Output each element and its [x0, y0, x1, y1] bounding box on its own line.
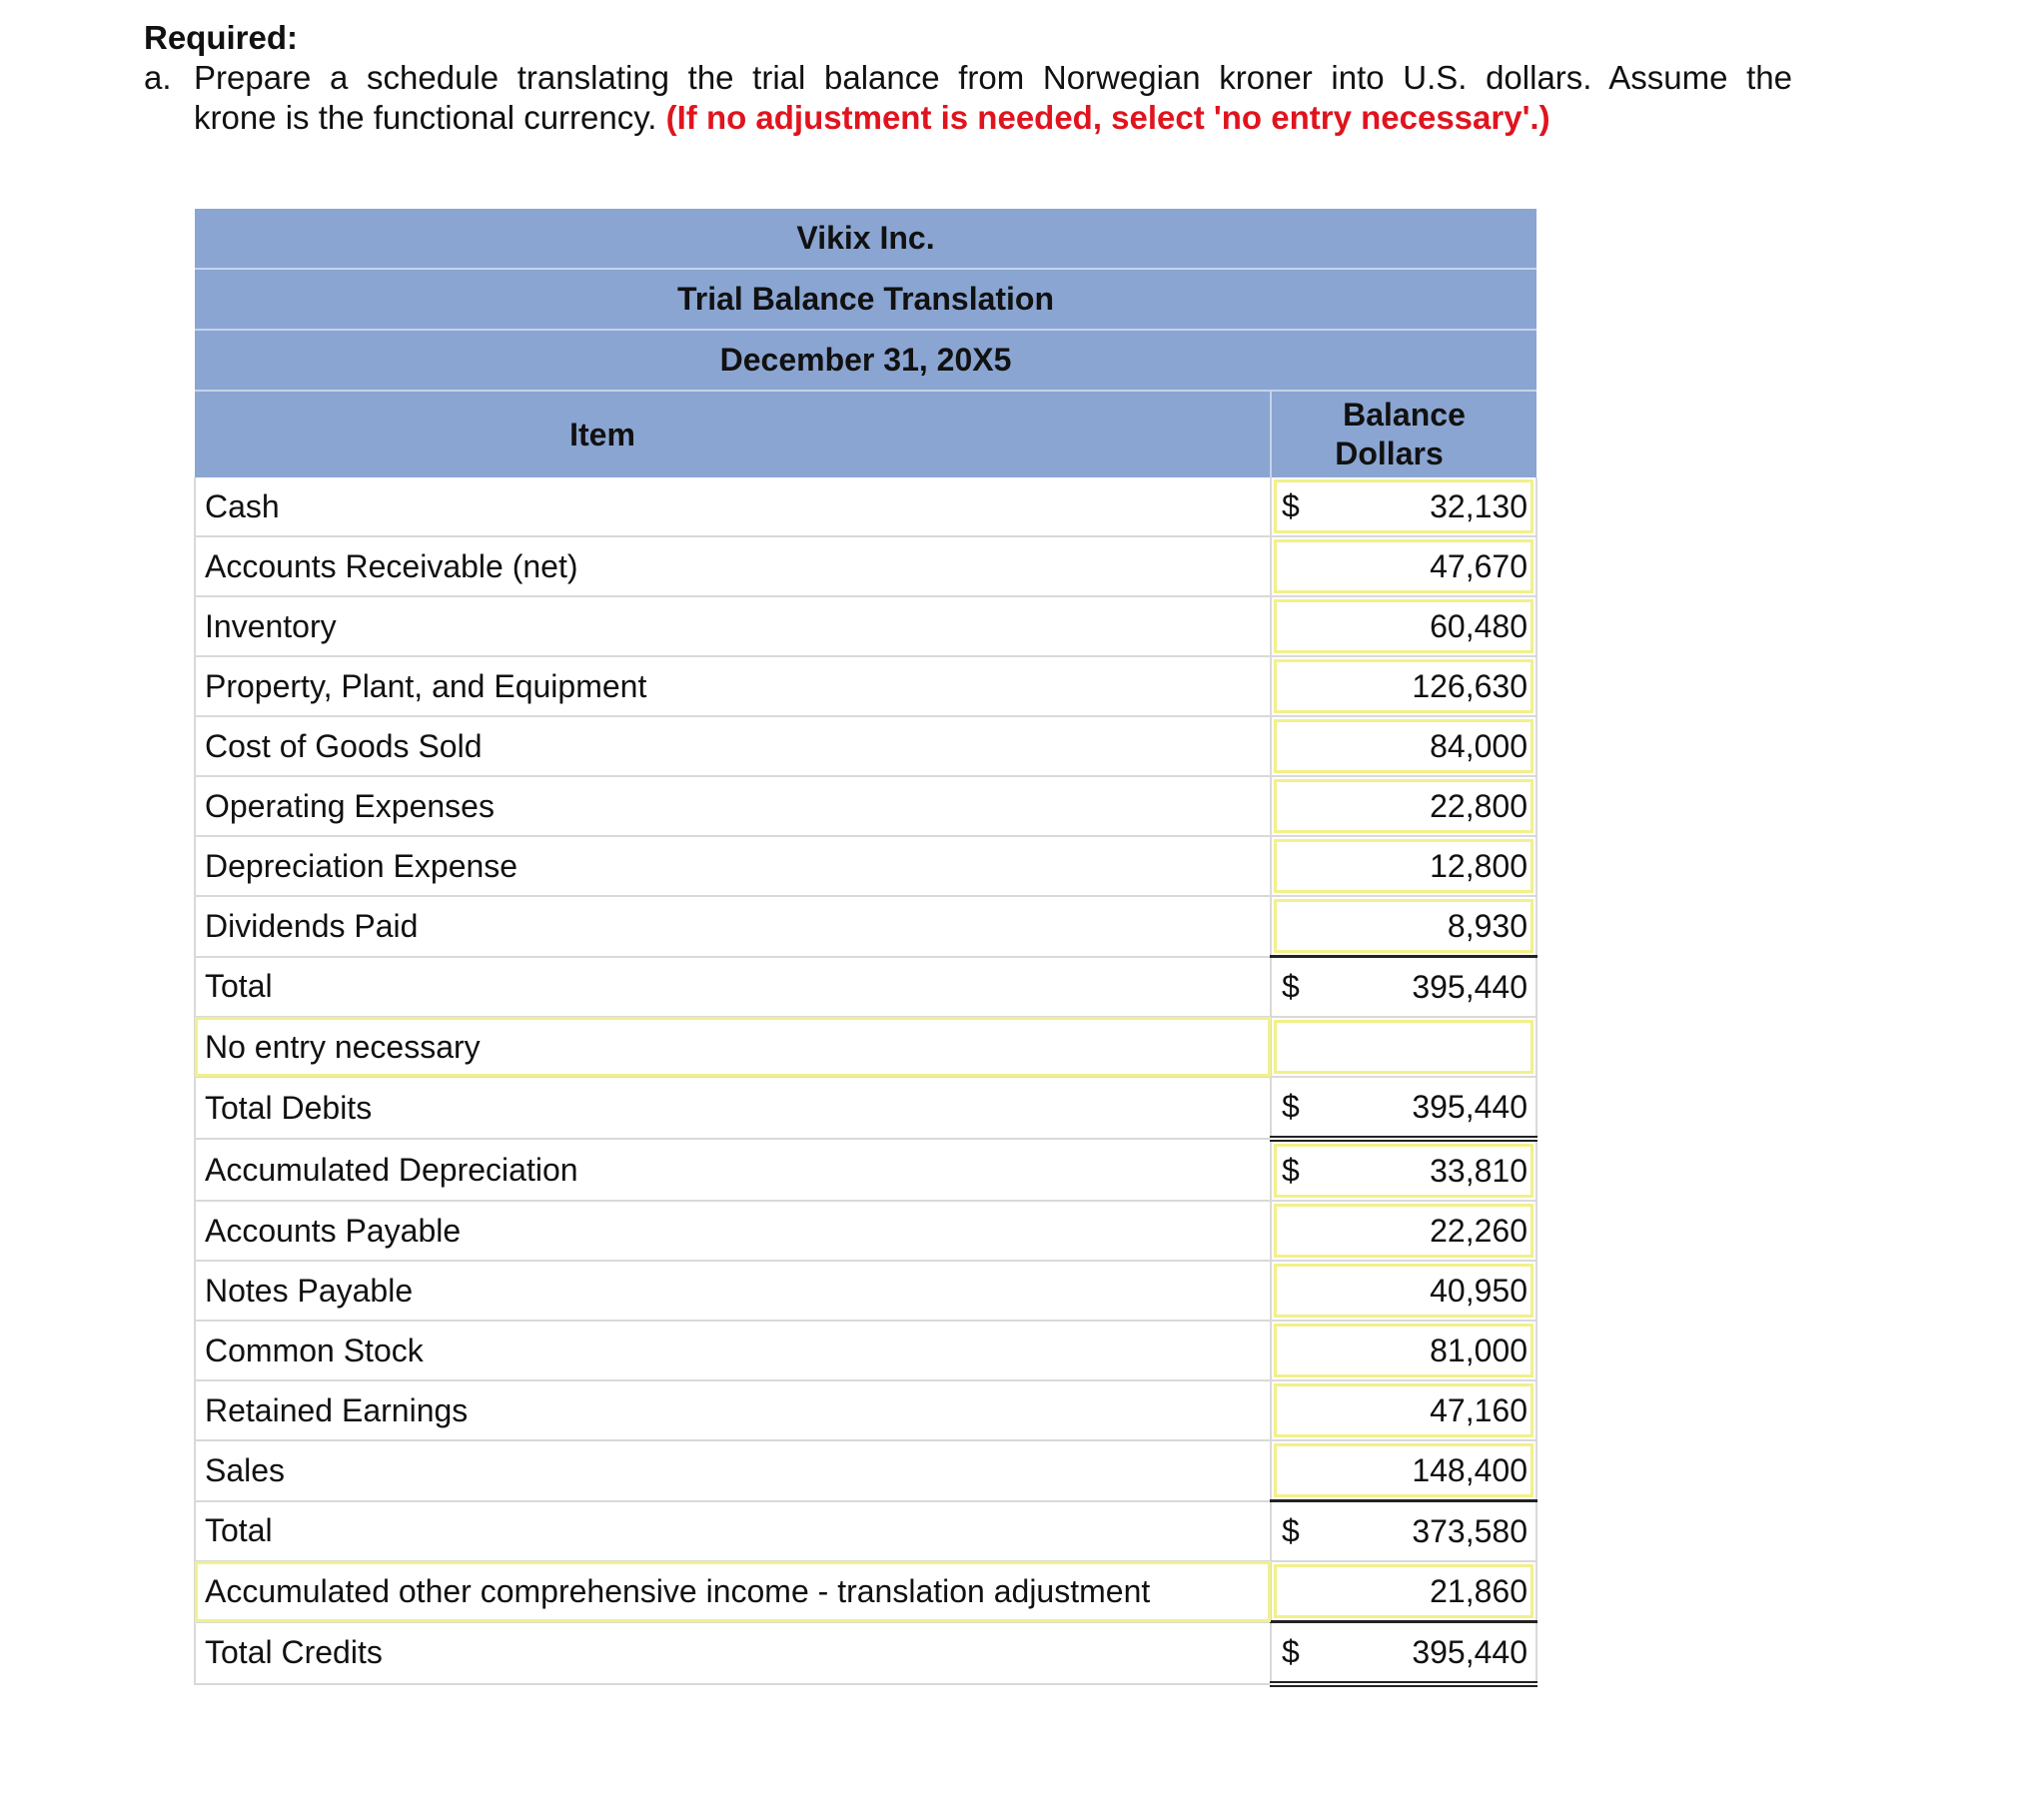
column-header-balance-line2: Dollars	[1335, 436, 1444, 471]
amount-value: 84,000	[1430, 727, 1528, 764]
amount-cell[interactable]	[1271, 1261, 1536, 1321]
amount-value: 81,000	[1430, 1332, 1528, 1368]
column-header-balance-line1: Balance	[1343, 397, 1466, 433]
amount-value: 22,260	[1430, 1212, 1528, 1249]
table-row	[195, 656, 1536, 716]
item-cell: Total	[195, 1501, 1271, 1562]
amount-value: 47,670	[1430, 547, 1528, 584]
trial-balance-table	[194, 209, 1537, 1687]
amount-value: 395,440	[1412, 1633, 1528, 1670]
amount-cell[interactable]	[1271, 836, 1536, 896]
item-cell: Operating Expenses	[195, 776, 1271, 836]
table-row	[195, 477, 1536, 536]
amount-cell[interactable]	[1271, 1380, 1536, 1440]
part-letter: a.	[144, 59, 172, 96]
table-row-total-credits	[195, 1622, 1536, 1685]
amount-cell[interactable]	[1271, 596, 1536, 656]
item-cell: Inventory	[195, 596, 1271, 656]
amount-cell	[1271, 957, 1536, 1018]
table-row	[195, 836, 1536, 896]
table-row	[195, 1380, 1536, 1440]
item-cell: Cost of Goods Sold	[195, 716, 1271, 776]
amount-cell[interactable]	[1271, 1017, 1536, 1077]
item-cell: Retained Earnings	[195, 1380, 1271, 1440]
table-row-total	[195, 1501, 1536, 1562]
item-cell: Notes Payable	[195, 1261, 1271, 1321]
amount-value: 126,630	[1412, 667, 1528, 704]
amount-cell[interactable]	[1271, 477, 1536, 536]
amount-cell[interactable]	[1271, 776, 1536, 836]
amount-value: 32,130	[1430, 487, 1528, 524]
amount-value: 21,860	[1430, 1572, 1528, 1609]
item-cell: Accounts Receivable (net)	[195, 536, 1271, 596]
amount-cell	[1271, 1501, 1536, 1562]
amount-cell[interactable]	[1271, 896, 1536, 957]
dollar-sign: $	[1282, 1088, 1300, 1125]
amount-cell[interactable]	[1271, 536, 1536, 596]
amount-cell[interactable]	[1271, 1561, 1536, 1622]
table-row	[195, 1139, 1536, 1201]
dollar-sign: $	[1282, 1152, 1300, 1189]
item-cell: Dividends Paid	[195, 896, 1271, 957]
amount-value: 8,930	[1447, 907, 1528, 944]
amount-cell[interactable]	[1271, 1440, 1536, 1501]
required-heading: Required:	[144, 19, 299, 56]
item-cell: Accumulated Depreciation	[195, 1139, 1271, 1201]
table-row	[195, 896, 1536, 957]
table-row	[195, 1201, 1536, 1261]
table-row-adjustment	[195, 1017, 1536, 1077]
column-header-item	[195, 391, 1271, 477]
amount-value: 47,160	[1430, 1391, 1528, 1428]
dollar-sign: $	[1282, 487, 1300, 524]
instruction-line-2: krone is the functional currency.	[194, 99, 657, 136]
amount-value: 395,440	[1412, 1088, 1528, 1125]
amount-value: 40,950	[1430, 1272, 1528, 1309]
table-row	[195, 776, 1536, 836]
amount-value: 33,810	[1430, 1152, 1528, 1189]
amount-cell	[1271, 1622, 1536, 1685]
statement-title: Trial Balance Translation	[195, 269, 1536, 330]
item-cell: Accounts Payable	[195, 1201, 1271, 1261]
column-header-item-label: Item	[569, 416, 635, 452]
amount-value: 60,480	[1430, 607, 1528, 644]
item-cell: Sales	[195, 1440, 1271, 1501]
table-row	[195, 1261, 1536, 1321]
instruction-line-1: Prepare a schedule translating the trial balance from Norwegian kroner into U.S. dollars. Assume the	[194, 59, 1792, 96]
amount-cell[interactable]	[1271, 716, 1536, 776]
table-row-total	[195, 957, 1536, 1018]
amount-value: 22,800	[1430, 787, 1528, 824]
amount-cell	[1271, 1077, 1536, 1139]
table-row-adjustment	[195, 1561, 1536, 1622]
item-cell: Total Debits	[195, 1077, 1271, 1139]
company-name: Vikix Inc.	[195, 209, 1536, 269]
table-row	[195, 1321, 1536, 1380]
item-cell: Depreciation Expense	[195, 836, 1271, 896]
dollar-sign: $	[1282, 1633, 1300, 1670]
item-dropdown-cell[interactable]: No entry necessary	[195, 1017, 1271, 1077]
part-a	[144, 58, 1792, 138]
table-row	[195, 536, 1536, 596]
amount-value: 148,400	[1412, 1451, 1528, 1488]
item-cell: Cash	[195, 477, 1271, 536]
amount-value: 395,440	[1412, 968, 1528, 1005]
instruction-note: (If no adjustment is needed, select 'no entry necessary'.)	[665, 99, 1550, 136]
amount-value: 373,580	[1412, 1512, 1528, 1549]
amount-value: 12,800	[1430, 847, 1528, 884]
item-cell: Total Credits	[195, 1622, 1271, 1685]
item-cell: Property, Plant, and Equipment	[195, 656, 1271, 716]
item-dropdown-cell[interactable]: Accumulated other comprehensive income - translation adjustment	[195, 1561, 1271, 1622]
table-row	[195, 716, 1536, 776]
table-row	[195, 596, 1536, 656]
column-header-balance	[1271, 391, 1536, 477]
amount-cell[interactable]	[1271, 1321, 1536, 1380]
table-row	[195, 1440, 1536, 1501]
table-row-total-debits	[195, 1077, 1536, 1139]
dollar-sign: $	[1282, 1512, 1300, 1549]
dollar-sign: $	[1282, 968, 1300, 1005]
instructions	[144, 18, 1792, 138]
statement-date: December 31, 20X5	[195, 330, 1536, 391]
item-cell: Common Stock	[195, 1321, 1271, 1380]
amount-cell[interactable]	[1271, 1201, 1536, 1261]
item-cell: Total	[195, 957, 1271, 1018]
amount-cell[interactable]	[1271, 1139, 1536, 1201]
part-a-text	[194, 58, 1792, 138]
amount-cell[interactable]	[1271, 656, 1536, 716]
